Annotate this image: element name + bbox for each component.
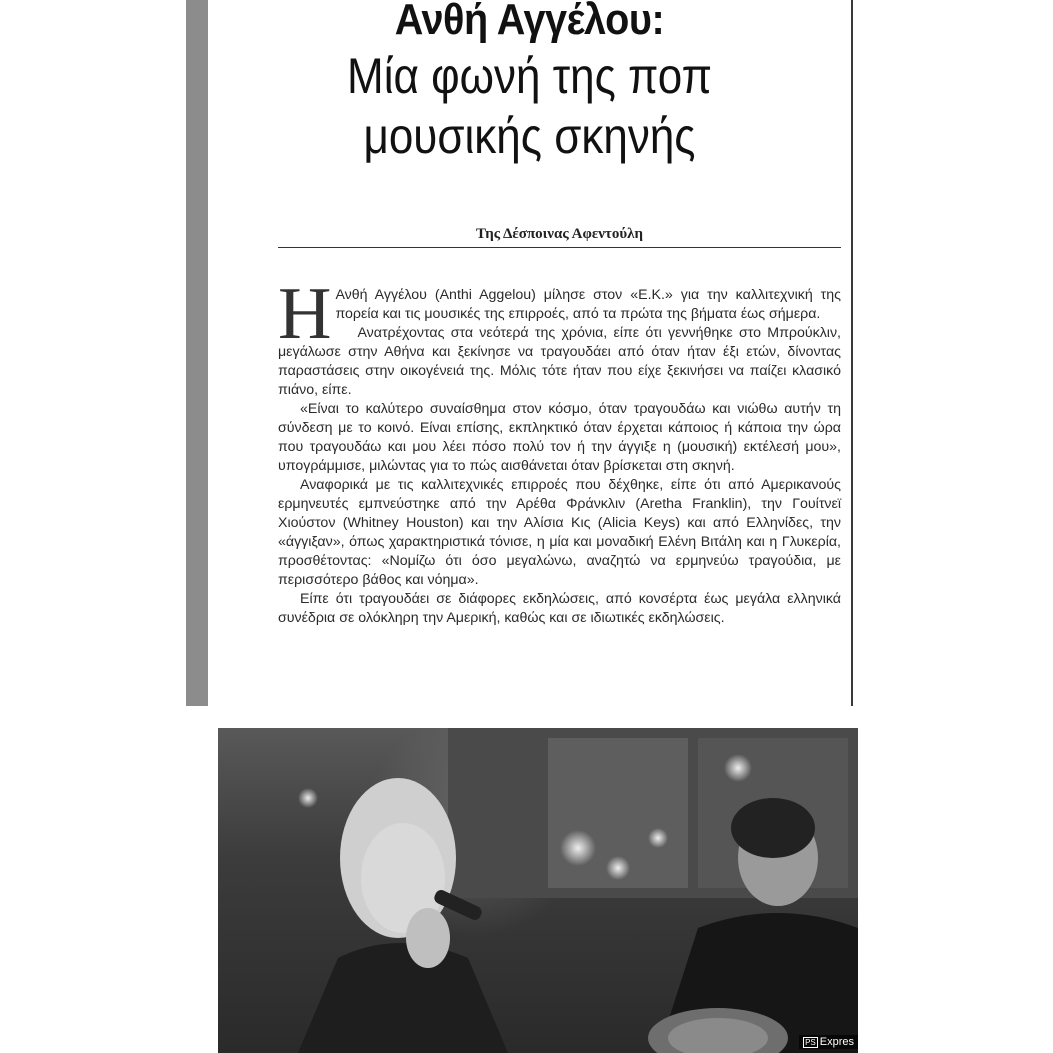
headline-line-2: Μία φωνή της ποπ bbox=[347, 48, 712, 104]
app-watermark bbox=[799, 1035, 858, 1049]
watermark-text: Expres bbox=[819, 1036, 854, 1048]
drop-cap: Η bbox=[278, 273, 332, 355]
paragraph-5: Είπε ότι τραγουδάει σε διάφορες εκδηλώσεις, από κονσέρτα έως μεγάλα ελληνικά συνέδρια σε ολόκληρη την Αμερική, καθώς και σε ιδιωτικές εκδηλώσεις. bbox=[278, 591, 841, 626]
newspaper-clipping bbox=[186, 0, 858, 706]
page-gutter bbox=[186, 0, 208, 706]
paragraph-1 bbox=[278, 273, 841, 355]
paragraph-3: «Είναι το καλύτερο συναίσθημα στον κόσμο, όταν τραγουδάω και νιώθω αυτήν τη σύνδεση με το κοινό. Είναι επίσης, εκπληκτικό όταν έρχεται κάποιος ή κάποια την ώρα που τραγουδάω και μου λέει πόσο πολύ τον ή την άγγιξε η (μουσική) εκτέλεσή μου», υπογράμμισε, μιλώντας για το πώς αισθάνεται όταν βρίσκεται στη σκηνή. bbox=[278, 401, 841, 474]
paragraph-2: Ανατρέχοντας στα νεότερά της χρόνια, είπε ότι γεννήθηκε στο Μπρούκλιν, μεγάλωσε στην Αθήνα και ξεκίνησε να τραγουδάει από όταν ήταν έξι ετών, δίνοντας παραστάσεις στην οικογένειά της. Μόλις τότε ήταν που είχε ξεκινήσει να παίζει κλασικό πιάνο, είπε. bbox=[278, 325, 841, 398]
headline-line-3: μουσικής σκηνής bbox=[363, 108, 696, 164]
photo-image bbox=[218, 728, 858, 1053]
paragraph-4: Αναφορικά με τις καλλιτεχνικές επιρροές που δέχθηκε, είπε ότι από Αμερικανούς ερμηνευτές εμπνεύστηκε από την Αρέθα Φράνκλιν (Aretha Franklin), την Γουίτνεϊ Χιούστον (Whitney Houston) και την Αλίσια Κις (Alicia Keys) και από Ελληνίδες, την «άγγιξαν», όπως χαρακτηριστικά τόνισε, η μία και μοναδική Ελένη Βιτάλη και η Γλυκερία, προσθέτοντας: «Νομίζω ότι όσο μεγαλώνω, αναζητώ να ερμηνεύω τραγούδια, με περισσότερο βάθος και νόημα». bbox=[278, 477, 841, 588]
headline-name: Ανθή Αγγέλου: bbox=[394, 0, 665, 44]
byline: Της Δέσποινας Αφεντούλη bbox=[278, 226, 841, 248]
article-body bbox=[278, 273, 841, 628]
performance-photo bbox=[186, 706, 858, 1053]
article-headline bbox=[208, 0, 851, 166]
column-rule bbox=[851, 0, 853, 706]
watermark-badge: PS bbox=[805, 1038, 816, 1047]
paragraph-1-text: Ανθή Αγγέλου (Anthi Aggelou) μίλησε στον «Ε.Κ.» για την καλλιτεχνική της πορεία και τις μουσικές της επιρροές, από τα πρώτα της βήματα έως σήμερα. bbox=[335, 287, 841, 322]
photo-scene bbox=[218, 728, 858, 1053]
